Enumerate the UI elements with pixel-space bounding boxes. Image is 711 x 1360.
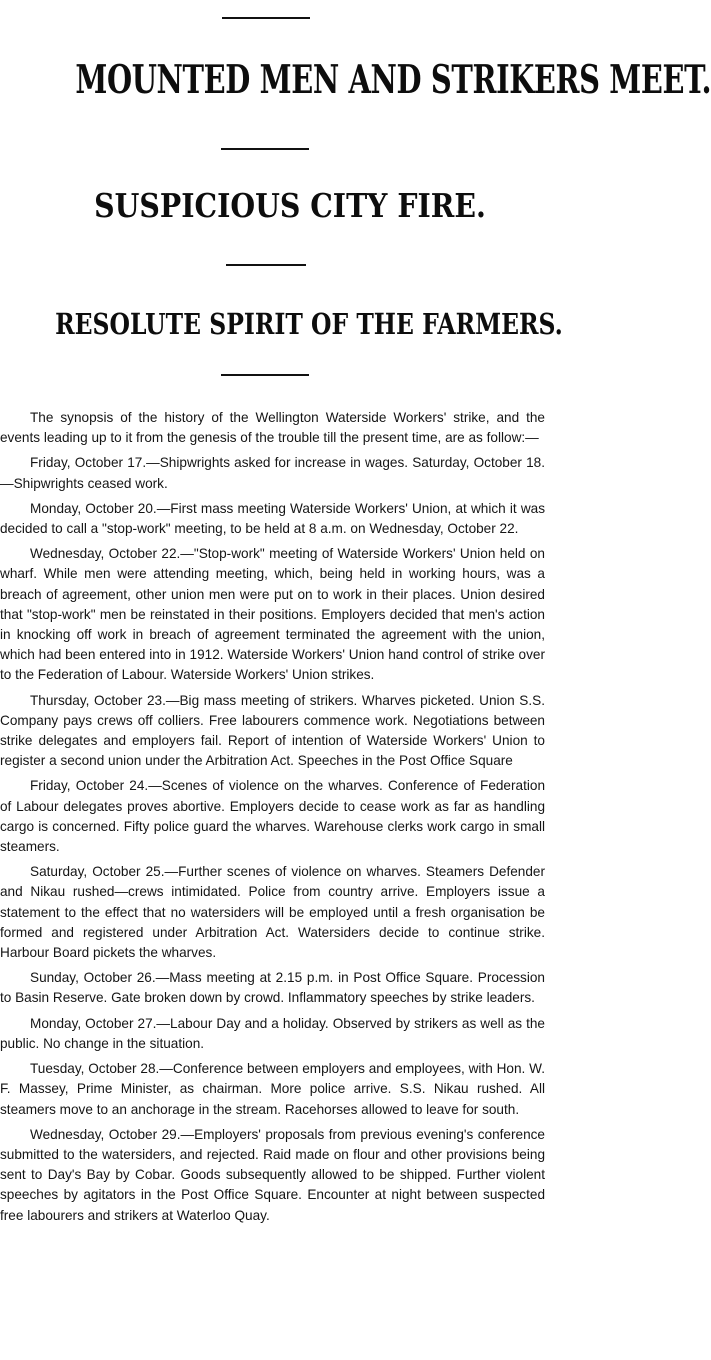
headline-mounted-men: MOUNTED MEN AND STRIKERS MEET.: [75, 57, 711, 103]
paragraph-oct-26: Sunday, October 26.—Mass meeting at 2.15 p.m. in Post Office Square. Procession to Basin Reserve. Gate broken down by crowd. Inflammatory speeches by strike leaders.: [0, 970, 545, 1006]
paragraph-oct-29: Wednesday, October 29.—Employers' proposals from previous evening's conference submitted to the watersiders, and rejected. Raid made on flour and other provisions being sent to Day's Bay by Cobar. Goods subsequently allowed to be shipped. Further violent speeches by agitators in the Post Office Square. Encounter at night between suspected free labourers and strikers at Waterloo Quay.: [0, 1126, 545, 1223]
headline-city-fire: SUSPICIOUS CITY FIRE.: [94, 186, 486, 225]
paragraph-oct-28: Tuesday, October 28.—Conference between employers and employees, with Hon. W. F. Massey, Prime Minister, as chairman. More police arrive. S.S. Nikau rushed. All steamers move to an anchorage in the stream. Racehorses allowed to leave for south.: [0, 1061, 545, 1117]
paragraph-oct-22: Wednesday, October 22.—"Stop-work" meeting of Waterside Workers' Union held on wharf. While men were attending meeting, which, being held in working hours, was a breach of agreement, other union men were put on to work in their places. Union desired that "stop-work" men be reinstated in their positions. Employers decided that men's action in knocking off work in breach of agreement terminated the agreement with the union, which had been entered into in 1912. Waterside Workers' Union hand control of strike over to the Federation of Labour. Waterside Workers' Union strikes.: [0, 546, 545, 683]
paragraph-oct-27: Monday, October 27.—Labour Day and a holiday. Observed by strikers as well as the public. No change in the situation.: [0, 1015, 545, 1051]
top-rule: [222, 17, 310, 19]
paragraph-synopsis: The synopsis of the history of the Wellington Waterside Workers' strike, and the events leading up to it from the genesis of the trouble till the present time, are as follow:—: [0, 410, 545, 446]
divider-rule-3: [221, 374, 309, 376]
divider-rule-2: [226, 264, 306, 266]
paragraph-oct-25: Saturday, October 25.—Further scenes of violence on wharves. Steamers Defender and Nikau rushed—crews intimidated. Police from country arrive. Employers issue a statement to the effect that no watersiders will be employed until a fresh organisation be formed and registered under Arbitration Act. Watersiders decide to continue strike. Harbour Board pickets the wharves.: [0, 864, 545, 961]
divider-rule-1: [221, 148, 309, 150]
article-body: [0, 408, 545, 1231]
paragraph-oct-17: Friday, October 17.—Shipwrights asked for increase in wages. Saturday, October 18.—Shipwrights ceased work.: [0, 455, 545, 491]
paragraph-oct-20: Monday, October 20.—First mass meeting Waterside Workers' Union, at which it was decided to call a "stop-work" meeting, to be held at 8 a.m. on Wednesday, October 22.: [0, 500, 545, 537]
paragraph-oct-23: Thursday, October 23.—Big mass meeting of strikers. Wharves picketed. Union S.S. Company pays crews off colliers. Free labourers commence work. Negotiations between strike delegates and employers fail. Report of intention of Waterside Workers' Union to register a second union under the Arbitration Act. Speeches in the Post Office Square: [0, 692, 545, 769]
paragraph-oct-24: Friday, October 24.—Scenes of violence on the wharves. Conference of Federation of Labour delegates proves abortive. Employers decide to cease work as far as handling cargo is concerned. Fifty police guard the wharves. Warehouse clerks work cargo in small steamers.: [0, 778, 545, 855]
headline-farmers: RESOLUTE SPIRIT OF THE FARMERS.: [55, 307, 563, 341]
